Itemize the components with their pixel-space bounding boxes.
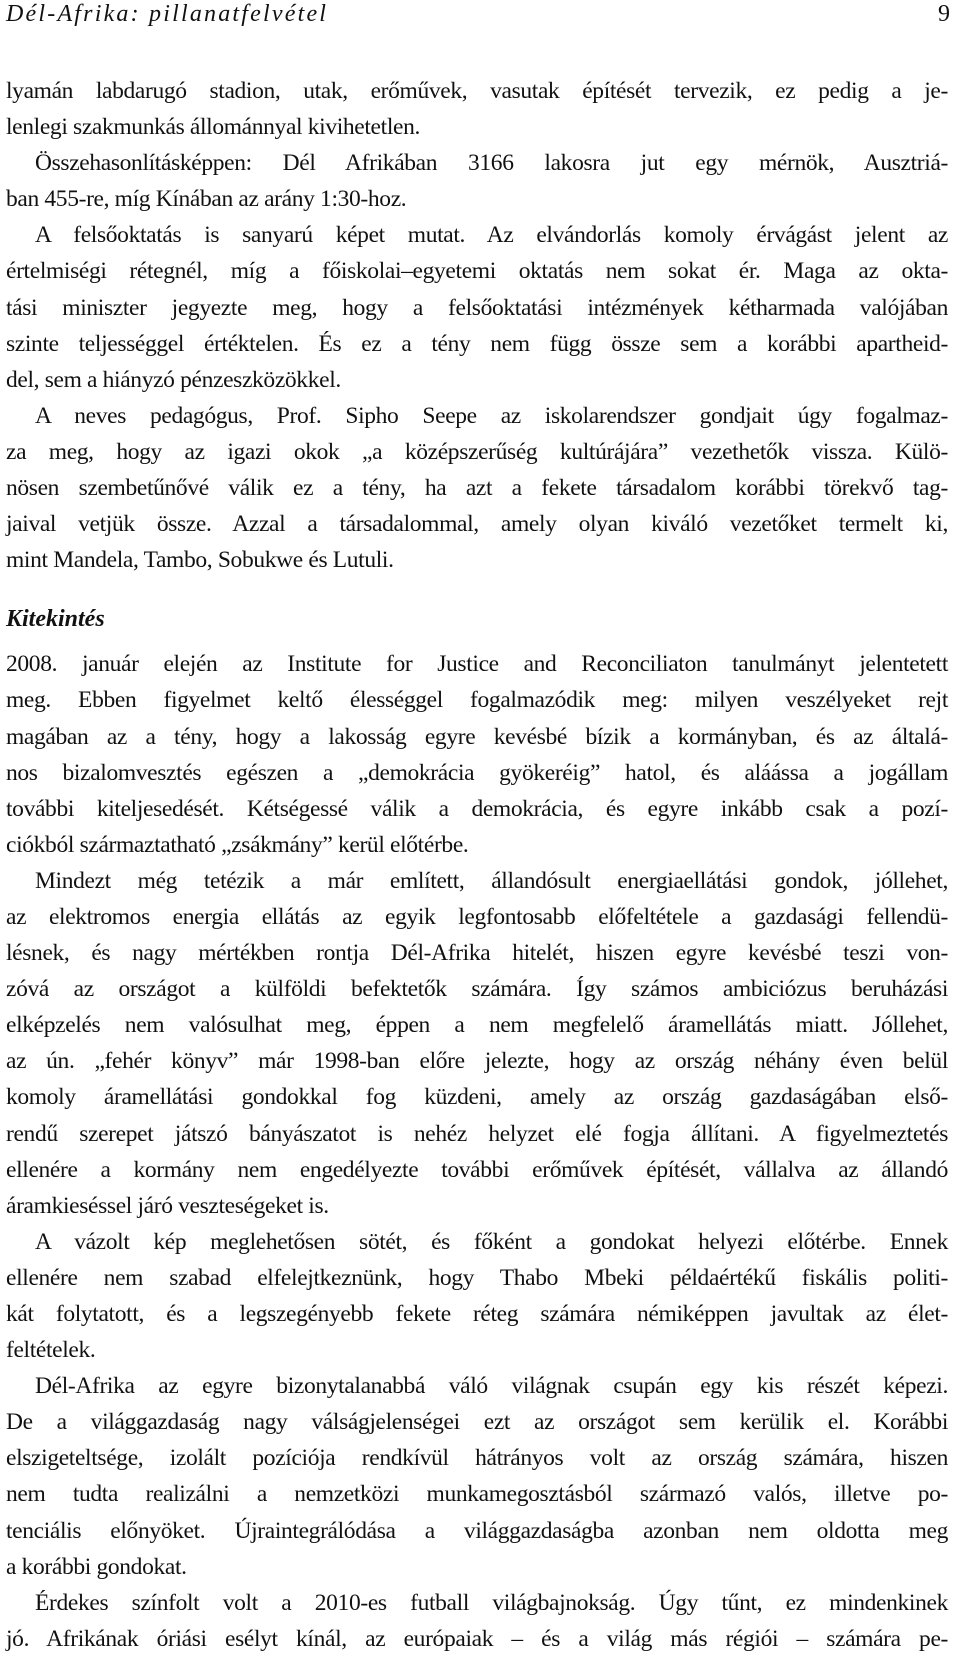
text-line: elképzelés nem valósulhat meg, éppen a nem megfelelő áramellátás miatt. Jóllehet, (6, 1012, 948, 1039)
text-line: jó. Afrikának óriási esélyt kínál, az európaiak – és a világ más régiói – számára pe- (6, 1625, 948, 1652)
text-line: zóvá az országot a külföldi befektetők számára. Így számos ambiciózus beruházási (6, 976, 948, 1003)
text-line: az elektromos energia ellátás az egyik legfontosabb előfeltétele a gazdasági fellendü- (6, 903, 948, 930)
text-line: jaival vetjük össze. Azzal a társadalommal, amely olyan kiváló vezetőket termelt ki, (6, 511, 948, 538)
section-heading: Kitekintés (6, 606, 105, 633)
text-line: elszigeteltsége, izolált pozíciója rendkívül hátrányos volt az ország számára, hiszen (6, 1445, 948, 1472)
page-number: 9 (938, 1, 950, 27)
spacer (6, 578, 948, 600)
text-line: ciókból származtatható „zsákmány” kerül előtérbe. (6, 831, 469, 858)
text-line: értelmiségi rétegnél, míg a főiskolai–egyetemi oktatás nem sokat ér. Maga az okta- (6, 258, 948, 285)
text-line: áramkieséssel járó veszteségeket is. (6, 1192, 329, 1219)
running-header (6, 0, 950, 30)
text-line: za meg, hogy az igazi okok „a középszerűség kultúrájára” vezethetők vissza. Külö- (6, 438, 948, 465)
text-line: 2008. január elején az Institute for Justice and Reconciliaton tanulmányt jelentetett (6, 651, 948, 678)
text-line: lyamán labdarugó stadion, utak, erőművek, vasutak építését tervezik, ez pedig a je- (6, 78, 948, 104)
text-line: lenlegi szakmunkás állománnyal kivihetetlen. (6, 114, 421, 141)
text-line: Mindezt még tetézik a már említett, állandósult energiaellátási gondok, jóllehet, (35, 867, 948, 894)
text-line: az ún. „fehér könyv” már 1998-ban előre jelezte, hogy az ország néhány éven belül (6, 1048, 948, 1075)
text-line: ellenére nem szabad elfelejtkeznünk, hogy Thabo Mbeki példaértékű fiskális politi- (6, 1264, 948, 1291)
text-line: De a világgazdaság nagy válságjelenségei ezt az országot sem kerülik el. Korábbi (6, 1409, 948, 1436)
text-line: kát folytatott, és a legszegényebb fekete réteg számára némiképpen javultak az élet- (6, 1301, 948, 1327)
text-line: Összehasonlításképpen: Dél Afrikában 3166 lakosra jut egy mérnök, Ausztriá- (35, 150, 948, 177)
text-line: nos bizalomvesztés egészen a „demokrácia gyökeréig” hatol, és aláássa a jogállam (6, 759, 948, 786)
text-line: további kiteljesedését. Kétségessé válik a demokrácia, és egyre inkább csak a pozí- (6, 795, 948, 822)
text-line: rendű szerepet játszó bányászatot is nehéz helyzet elé fogja állítani. A figyelmeztetés (6, 1120, 948, 1147)
text-line: Érdekes színfolt volt a 2010-es futball világbajnokság. Úgy tűnt, ez mindenkinek (35, 1589, 948, 1616)
text-line: feltételek. (6, 1337, 96, 1364)
text-line: komoly áramellátási gondokkal fog küzdeni, amely az ország gazdaságában első- (6, 1084, 948, 1111)
text-line: mint Mandela, Tambo, Sobukwe és Lutuli. (6, 547, 394, 574)
text-line: a korábbi gondokat. (6, 1553, 187, 1580)
text-line: del, sem a hiányzó pénzeszközökkel. (6, 366, 341, 393)
text-line: szinte teljességgel értéktelen. És ez a tény nem függ össze sem a korábbi apartheid- (6, 330, 948, 357)
text-line: lésnek, és nagy mértékben rontja Dél-Afrika hitelét, hiszen egyre kevésbé teszi von- (6, 940, 948, 967)
text-line: A neves pedagógus, Prof. Sipho Seepe az iskolarendszer gondjait úgy fogalmaz- (35, 402, 948, 429)
spacer (6, 638, 948, 646)
text-line: meg. Ebben figyelmet keltő élességgel fogalmazódik meg: milyen veszélyeket rejt (6, 687, 948, 714)
body-text (6, 73, 948, 1657)
text-line: magában az a tény, hogy a lakosság egyre kevésbé bízik a kormányban, és az általá- (6, 723, 948, 750)
text-line: nem tudta realizálni a nemzetközi munkamegosztásból származó valós, illetve po- (6, 1481, 948, 1508)
text-line: A vázolt kép meglehetősen sötét, és főként a gondokat helyezi előtérbe. Ennek (35, 1228, 948, 1255)
text-line: nösen szembetűnővé válik ez a tény, ha azt a fekete társadalom korábbi törekvő tag- (6, 475, 948, 502)
text-line: Dél-Afrika az egyre bizonytalanabbá váló világnak csupán egy kis részét képezi. (35, 1373, 948, 1400)
text-line: tenciális előnyöket. Újraintegrálódása a világgazdaságba azonban nem oldotta meg (6, 1517, 948, 1544)
text-line: ellenére a kormány nem engedélyezte további erőművek építését, vállalva az állandó (6, 1156, 948, 1183)
text-line: ban 455-re, míg Kínában az arány 1:30-hoz. (6, 186, 407, 213)
text-line: A felsőoktatás is sanyarú képet mutat. Az elvándorlás komoly érvágást jelent az (35, 222, 948, 249)
header-title: Dél-Afrika: pillanatfelvétel (6, 1, 329, 27)
text-line: tási miniszter jegyezte meg, hogy a felsőoktatási intézmények kétharmada valójában (6, 294, 948, 321)
